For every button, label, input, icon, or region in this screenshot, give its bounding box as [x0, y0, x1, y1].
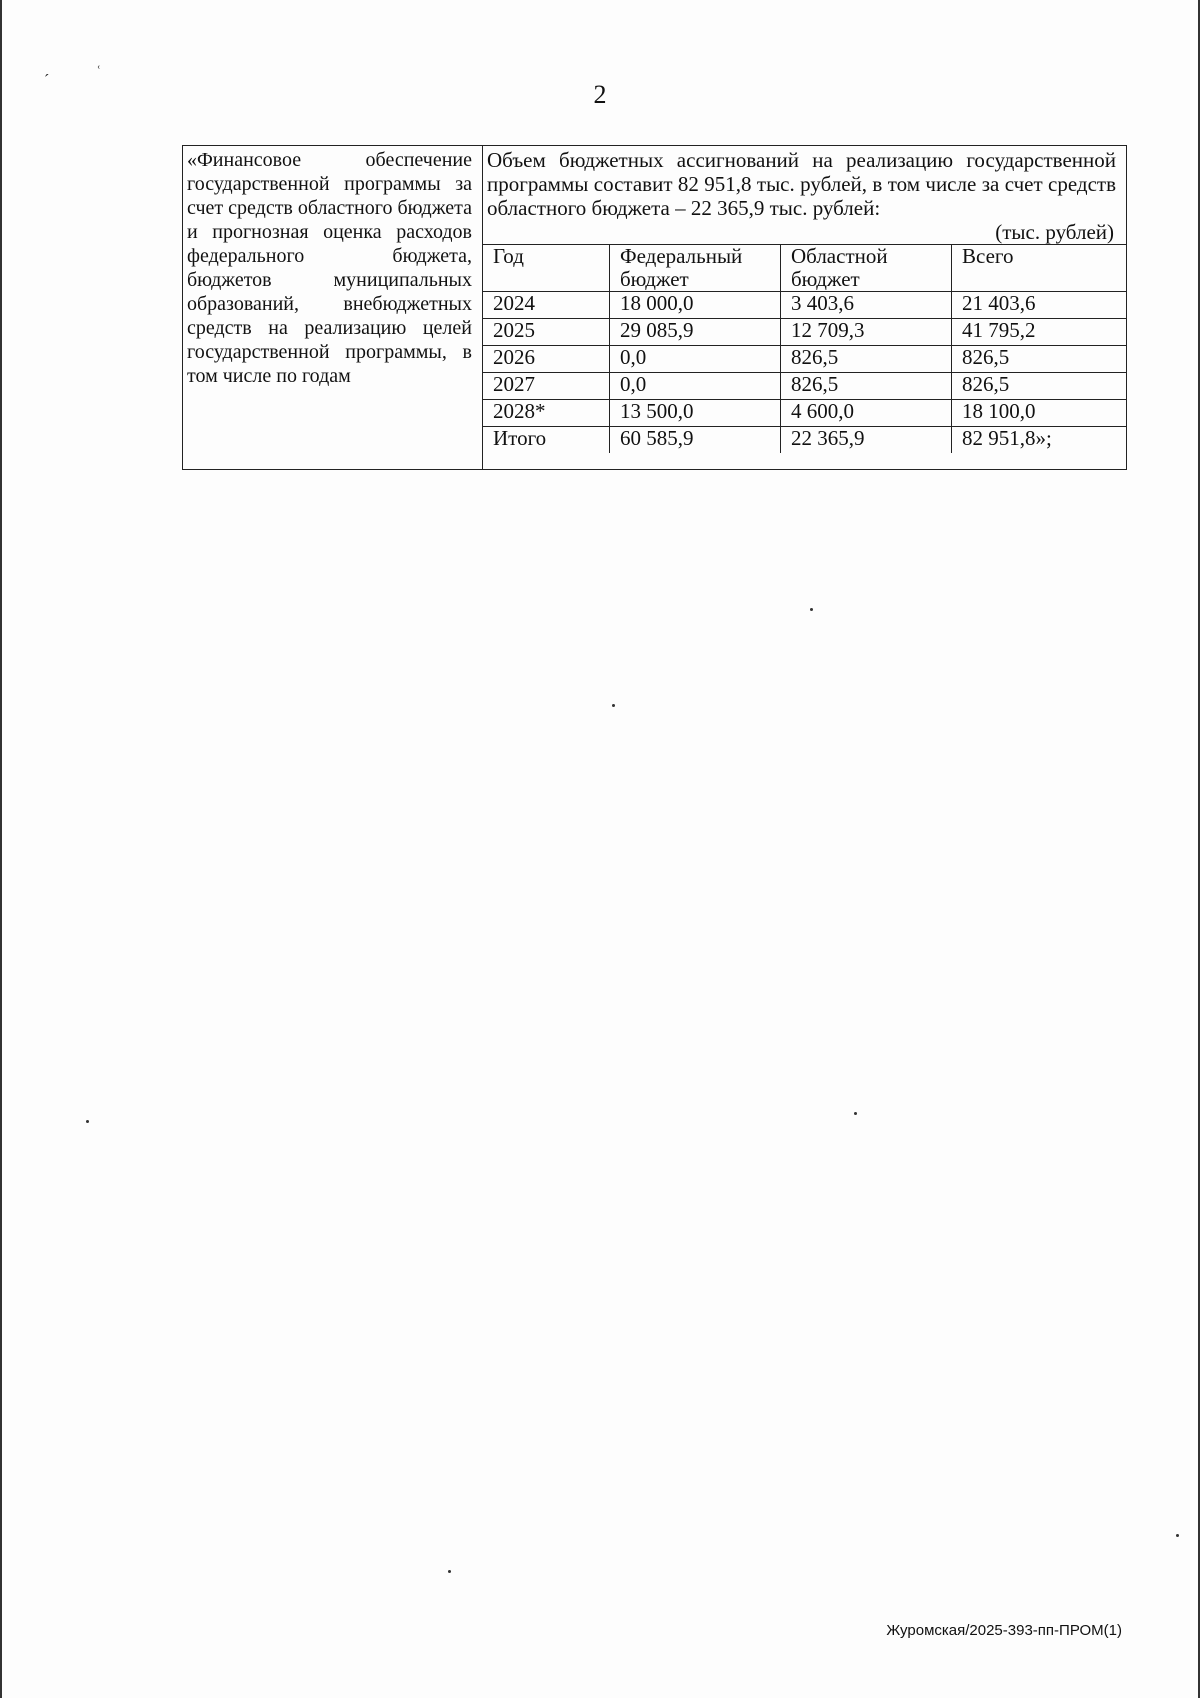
header-federal: Федеральный бюджет	[610, 245, 781, 292]
budget-by-year-table	[483, 244, 1126, 453]
document-code: Журомская/2025-393-пп-ПРОМ(1)	[886, 1622, 1122, 1639]
table-row	[483, 292, 1126, 319]
table-row	[483, 373, 1126, 400]
cell-regional: 4 600,0	[781, 400, 952, 427]
scan-artifact-mark: ˊ	[44, 72, 50, 89]
cell-regional: 826,5	[781, 346, 952, 373]
table-header-row	[483, 245, 1126, 292]
scan-artifact-dot	[448, 1570, 451, 1573]
table-row	[483, 346, 1126, 373]
unit-label: (тыс. рублей)	[995, 220, 1114, 244]
page-edge-left	[0, 0, 2, 1698]
financing-detail-cell	[483, 146, 1126, 469]
scan-artifact-dot	[1176, 1534, 1179, 1537]
cell-total: 826,5	[952, 373, 1127, 400]
header-regional: Областной бюджет	[781, 245, 952, 292]
cell-federal: 60 585,9	[610, 427, 781, 454]
table-row	[483, 400, 1126, 427]
cell-total: 41 795,2	[952, 319, 1127, 346]
table-row	[483, 319, 1126, 346]
financing-intro-text: Объем бюджетных ассигнований на реализацию государственной программы составит 82 951,8 тыс. рублей, в том числе за счет средств областного бюджета – 22 365,9 тыс. рублей:	[487, 148, 1116, 220]
scan-artifact-dot	[612, 704, 615, 707]
cell-regional: 826,5	[781, 373, 952, 400]
scan-artifact-dot	[86, 1120, 89, 1123]
cell-total: 21 403,6	[952, 292, 1127, 319]
cell-federal: 18 000,0	[610, 292, 781, 319]
cell-regional: 3 403,6	[781, 292, 952, 319]
cell-year: 2024	[483, 292, 610, 319]
cell-total: 18 100,0	[952, 400, 1127, 427]
scan-artifact-dot	[810, 608, 813, 611]
cell-federal: 0,0	[610, 346, 781, 373]
cell-federal: 13 500,0	[610, 400, 781, 427]
header-year: Год	[483, 245, 610, 292]
cell-total: 82 951,8»;	[952, 427, 1127, 454]
header-total: Всего	[952, 245, 1127, 292]
page-number: 2	[593, 80, 607, 109]
cell-regional: 12 709,3	[781, 319, 952, 346]
cell-federal: 29 085,9	[610, 319, 781, 346]
financing-label-cell: «Финансовое обеспечение государственной программы за счет средств областного бюджета и прогнозная оценка расходов федерального бюджета, бюджетов муниципальных образований, внебюджетных средств на реализацию целей государственной программы, в том числе по годам	[183, 146, 483, 469]
table-total-row	[483, 427, 1126, 454]
cell-year: 2027	[483, 373, 610, 400]
scan-artifact-mark: ʿ	[96, 64, 102, 81]
cell-year: 2026	[483, 346, 610, 373]
cell-regional: 22 365,9	[781, 427, 952, 454]
cell-year: 2025	[483, 319, 610, 346]
cell-year: Итого	[483, 427, 610, 454]
cell-federal: 0,0	[610, 373, 781, 400]
scan-artifact-dot	[854, 1112, 857, 1115]
cell-year: 2028*	[483, 400, 610, 427]
financing-table	[182, 145, 1127, 470]
cell-total: 826,5	[952, 346, 1127, 373]
